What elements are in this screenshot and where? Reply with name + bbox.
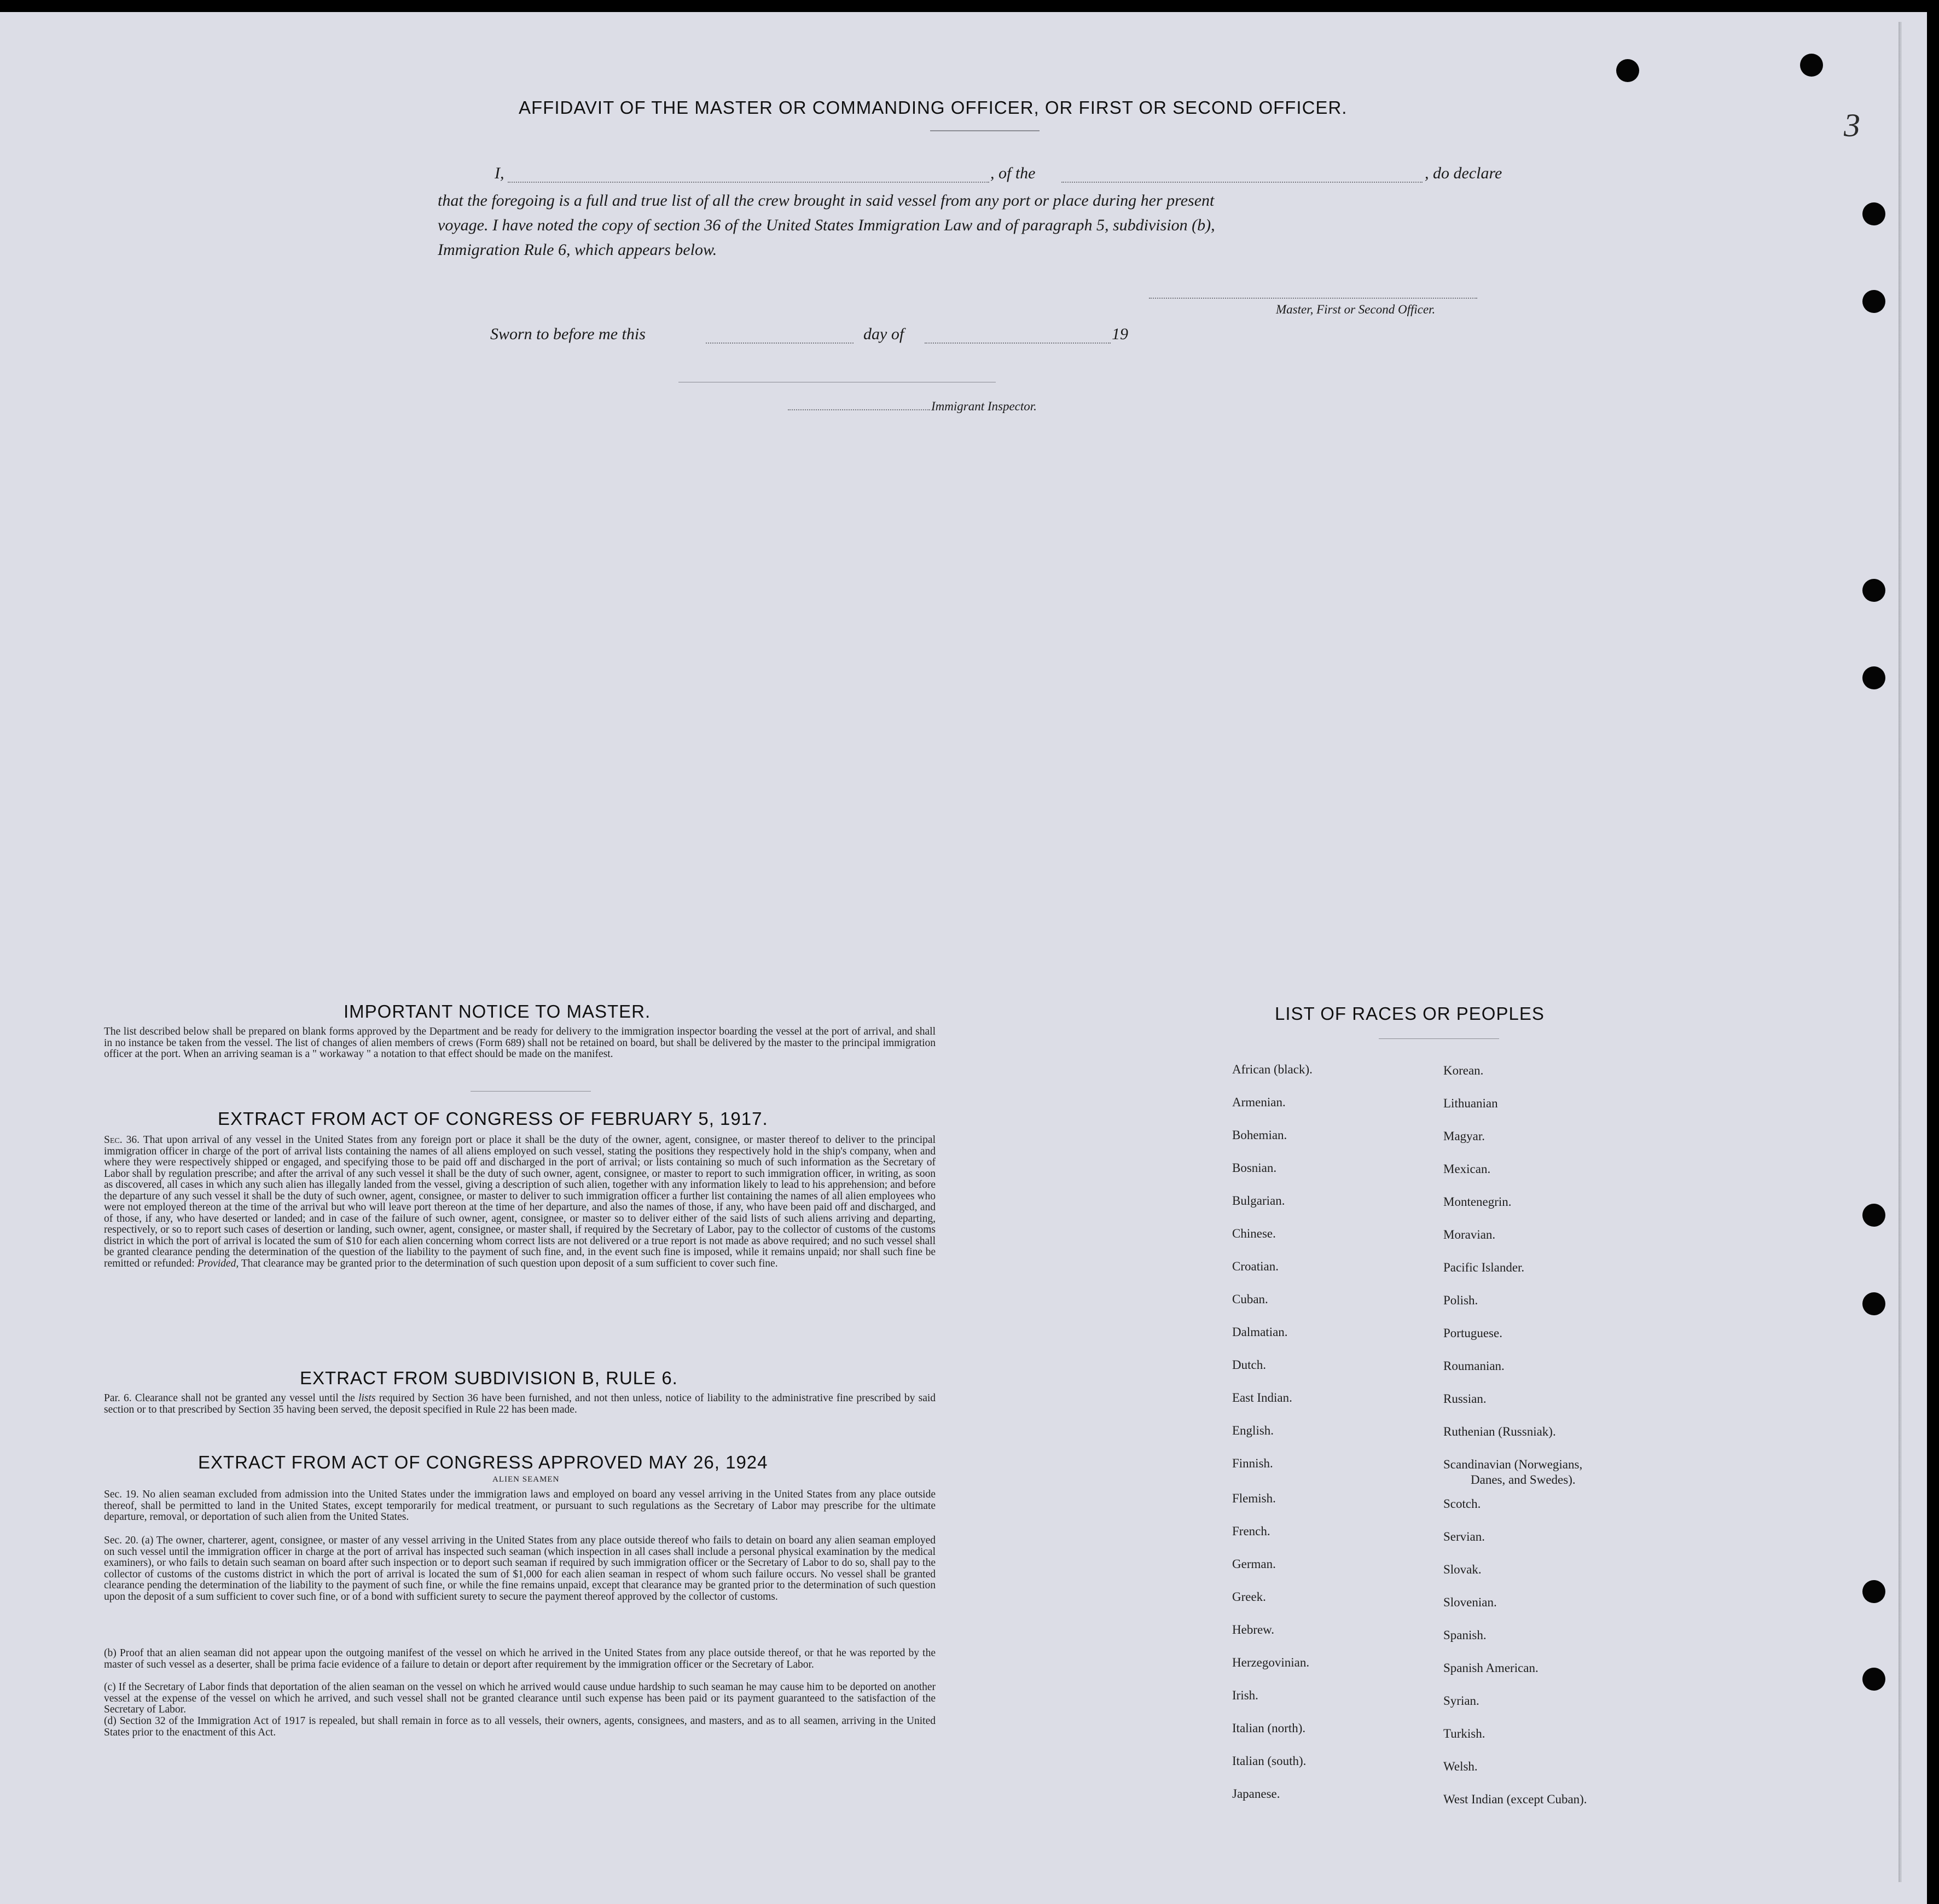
race-item: Bulgarian. (1232, 1194, 1285, 1208)
sec-20d-text: (d) Section 32 of the Immigration Act of 1917 is repealed, but shall remain in force as to all vessels, their owners, agents, consignees, and masters, and as to all seamen, arriving in the United States prior to the enactment of this Act. (104, 1715, 936, 1738)
race-item: Dalmatian. (1232, 1325, 1288, 1339)
race-item: Japanese. (1232, 1787, 1280, 1801)
extract-rule6-text (104, 1393, 936, 1415)
race-item: Bohemian. (1232, 1128, 1287, 1142)
punch-hole (1862, 1204, 1885, 1227)
affidavit-title: AFFIDAVIT OF THE MASTER OR COMMANDING OFFICER, OR FIRST OR SECOND OFFICER. (519, 97, 1348, 118)
master-signature-label: Master, First or Second Officer. (1276, 303, 1436, 316)
races-title: LIST OF RACES OR PEOPLES (1275, 1003, 1545, 1024)
punch-hole (1862, 579, 1885, 602)
race-item: Scotch. (1443, 1497, 1481, 1511)
rule6-lists: lists (358, 1392, 376, 1404)
punch-hole (1862, 1668, 1885, 1691)
race-item: Spanish American. (1443, 1661, 1539, 1675)
punch-hole (1862, 1580, 1885, 1603)
inspector-signature-line[interactable] (788, 409, 930, 410)
race-item: Turkish. (1443, 1727, 1485, 1740)
punch-hole (1862, 666, 1885, 689)
race-item: Roumanian. (1443, 1359, 1505, 1373)
race-item: Slovenian. (1443, 1595, 1497, 1609)
sec-36-label: Sec. 36. (104, 1134, 140, 1146)
race-item: Flemish. (1232, 1491, 1276, 1505)
race-item: Pacific Islander. (1443, 1261, 1525, 1274)
race-item: West Indian (except Cuban). (1443, 1792, 1587, 1806)
race-item: Dutch. (1232, 1358, 1266, 1372)
race-item: Servian. (1443, 1530, 1485, 1543)
race-item-continuation: Danes, and Swedes). (1471, 1473, 1576, 1487)
race-item: Spanish. (1443, 1628, 1487, 1642)
title-divider (930, 130, 1040, 131)
race-item: Finnish. (1232, 1456, 1273, 1470)
race-item: Bosnian. (1232, 1161, 1277, 1175)
race-item: Montenegrin. (1443, 1195, 1512, 1209)
page-edge (1899, 22, 1902, 1882)
race-item: Welsh. (1443, 1760, 1478, 1773)
rule6-text-a: Par. 6. Clearance shall not be granted any vessel until the (104, 1392, 355, 1404)
sworn-day-blank[interactable] (706, 343, 854, 344)
sworn-year: 19 (1112, 325, 1128, 343)
race-item: African (black). (1232, 1063, 1313, 1076)
races-divider (1379, 1038, 1499, 1039)
name-blank[interactable] (508, 182, 989, 183)
sworn-day-of: day of (863, 325, 904, 343)
extract-1924-title: EXTRACT FROM ACT OF CONGRESS APPROVED MAY 26, 1924 (198, 1452, 768, 1472)
race-item: Croatian. (1232, 1259, 1279, 1273)
vessel-blank[interactable] (1061, 182, 1423, 183)
race-item: Herzegovinian. (1232, 1656, 1310, 1669)
affidavit-line-3: voyage. I have noted the copy of section 36 of the United States Immigration Law and of paragraph 5, subdivision (b), (438, 216, 1215, 234)
notice-divider (471, 1091, 591, 1092)
sec-19-text: Sec. 19. No alien seaman excluded from admission into the United States under the immigration laws and employed on board any vessel arriving in the United States from any place outside thereof, shall be permitted to land in the United States, except temporarily for medical treatment, or pursuant to such regulations as the Secretary of Labor may prescribe for the ultimate departure, removal, or deportation of such alien from the United States. (104, 1489, 936, 1523)
extract-rule6-title: EXTRACT FROM SUBDIVISION B, RULE 6. (300, 1368, 678, 1388)
race-item: Polish. (1443, 1293, 1478, 1307)
master-signature-line[interactable] (1149, 298, 1477, 299)
race-item: Cuban. (1232, 1292, 1268, 1306)
race-item: Italian (south). (1232, 1754, 1307, 1768)
race-item: Ruthenian (Russniak). (1443, 1425, 1556, 1438)
sec-20b-text: (b) Proof that an alien seaman did not appear upon the outgoing manifest of the vessel on which he arrived in the United States from any place outside thereof, or that he was reported by the master of such vessel as a deserter, shall be prima facie evidence of a failure to detain or deport after requirement by the immigration officer or the Secretary of Labor. (104, 1647, 936, 1670)
race-item: Mexican. (1443, 1162, 1491, 1176)
race-item: Armenian. (1232, 1095, 1286, 1109)
extract-1917-text (104, 1135, 936, 1269)
race-item: Moravian. (1443, 1228, 1496, 1241)
race-item: English. (1232, 1424, 1274, 1437)
affidavit-line-2: that the foregoing is a full and true list of all the crew brought in said vessel from any port or place during her present (438, 191, 1215, 210)
sec-20c-text: (c) If the Secretary of Labor finds that deportation of the alien seaman on the vessel on which he arrived would cause undue hardship to such seaman he may cause him to be deported on another vessel at the expense of the vessel on which he arrived, and such vessel shall not be granted clearance until such expense has been paid or its payment guaranteed to the satisfaction of the Secretary of Labor. (104, 1681, 936, 1715)
punch-hole (1862, 290, 1885, 313)
punch-hole (1800, 54, 1823, 77)
notice-text: The list described below shall be prepared on blank forms approved by the Department and be ready for delivery to the immigration inspector boarding the vessel at the port of arrival, and shall in no instance be taken from the vessel. The list of changes of alien members of crews (Form 689) shall not be retained on board, but shall be delivered by the master to the principal immigration officer at the port. When an arriving seaman is a " workaway " a notation to that effect should be made on the manifest. (104, 1026, 936, 1060)
sec-36-body: That upon arrival of any vessel in the United States from any foreign port or place it shall be the duty of the owner, agent, consignee, or master thereof to deliver to the principal immigration officer in charge of the port of arrival lists containing the names of all aliens employed on such vessel, stating the positions they respectively hold in the ship's company, when and where they were respectively shipped or engaged, and specifying those to be paid off and discharged in the port of arrival; or lists containing so much of such information as the Secretary of Labor shall by regulation prescribe; and after the arrival of any such vessel it shall be the duty of such owner, agent, consignee, or master to report to such immigration officer, in writing, as soon as discovered, all cases in which any such alien has illegally landed from the vessel, giving a description of such alien, together with any information likely to lead to his apprehension; and before the departure of any such vessel it shall be the duty of such owner, agent, consignee, or master to deliver to such immigration officer a further list containing the names of all alien employees who were not employed thereon at the time of the arrival but who will leave port thereon at the time of her departure, and also the names of those, if any, who have been paid off and discharged, and of those, if any, who have deserted or landed; and in case of the failure of such owner, agent, consignee, or master so to deliver either of the said lists of such aliens arriving and departing, respectively, or so to report such cases of desertion or landing, such owner, agent, consignee, or master shall, if required by the Secretary of Labor, pay to the collector of customs of the customs district in which the port of arrival is located the sum of $10 for each alien concerning whom correct lists are not delivered or a true report is not made as above required; and no such vessel shall be granted clearance pending the determination of the question of the liability to the payment of such fine, and, in the event such fine is imposed, while it remains unpaid; nor shall such fine be remitted or refunded: (104, 1134, 936, 1269)
race-item: French. (1232, 1524, 1270, 1538)
race-item: Hebrew. (1232, 1623, 1275, 1636)
document-page (0, 12, 1927, 1904)
affidavit-of-the: , of the (990, 164, 1036, 182)
affidavit-declare: , do declare (1425, 164, 1502, 182)
race-item: German. (1232, 1557, 1276, 1571)
punch-hole (1862, 202, 1885, 225)
sec-36-proviso-label: Provided, (197, 1257, 239, 1269)
punch-hole (1616, 59, 1639, 82)
affidavit-line-4: Immigration Rule 6, which appears below. (438, 241, 717, 259)
sworn-prefix: Sworn to before me this (490, 325, 646, 343)
race-item: Syrian. (1443, 1694, 1479, 1708)
race-item: Portuguese. (1443, 1326, 1502, 1340)
punch-hole (1862, 1292, 1885, 1315)
race-item: Greek. (1232, 1590, 1266, 1604)
sec-36-proviso-text: That clearance may be granted prior to the determination of such question upon deposit of a sum sufficient to cover such fine. (241, 1257, 778, 1269)
extract-1924-subtitle: ALIEN SEAMEN (492, 1475, 560, 1484)
sworn-month-blank[interactable] (925, 343, 1111, 344)
race-item: Korean. (1443, 1064, 1484, 1077)
race-item: East Indian. (1232, 1391, 1292, 1404)
rule6-text-b: required by Section 36 have been furnished, and not then unless, notice of liability to the administrative fine prescribed by said section or to that prescribed by Section 35 having been served, the deposit specified in Rule 22 has been made. (104, 1392, 936, 1415)
race-item: Slovak. (1443, 1563, 1482, 1576)
race-item: Lithuanian (1443, 1096, 1498, 1110)
race-item: Italian (north). (1232, 1721, 1306, 1735)
page-number-mark: 3 (1844, 107, 1860, 143)
race-item: Russian. (1443, 1392, 1487, 1406)
race-item: Chinese. (1232, 1227, 1276, 1240)
inspector-label: Immigrant Inspector. (931, 399, 1037, 413)
notice-title: IMPORTANT NOTICE TO MASTER. (344, 1001, 651, 1021)
extract-1917-title: EXTRACT FROM ACT OF CONGRESS OF FEBRUARY 5, 1917. (218, 1108, 768, 1129)
affidavit-i: I, (495, 164, 504, 182)
race-item: Magyar. (1443, 1129, 1485, 1143)
race-item: Irish. (1232, 1688, 1258, 1702)
sec-20a-text: Sec. 20. (a) The owner, charterer, agent, consignee, or master of any vessel arriving in the United States from any place outside thereof who fails to detain on board any alien seaman employed on such vessel until the immigration officer in charge at the port of arrival has inspected such seaman (which inspection in all cases shall include a personal physical examination by the medical examiners), or who fails to detain such seaman on board after such inspection or to deport such seaman if required by such immigration officer or the Secretary of Labor to do so, shall pay to the collector of customs of the customs district in which the port of arrival is located the sum of $1,000 for each alien seaman in respect of whom such failure occurs. No vessel shall be granted clearance pending the determination of the liability to the payment of such fine, or while the fine remains unpaid, except that clearance may be granted prior to the determination of such question upon the deposit of a sum sufficient to cover such fine, or of a bond with sufficient surety to secure the payment thereof approved by the collector of customs. (104, 1535, 936, 1603)
race-item: Scandinavian (Norwegians, (1443, 1458, 1583, 1471)
